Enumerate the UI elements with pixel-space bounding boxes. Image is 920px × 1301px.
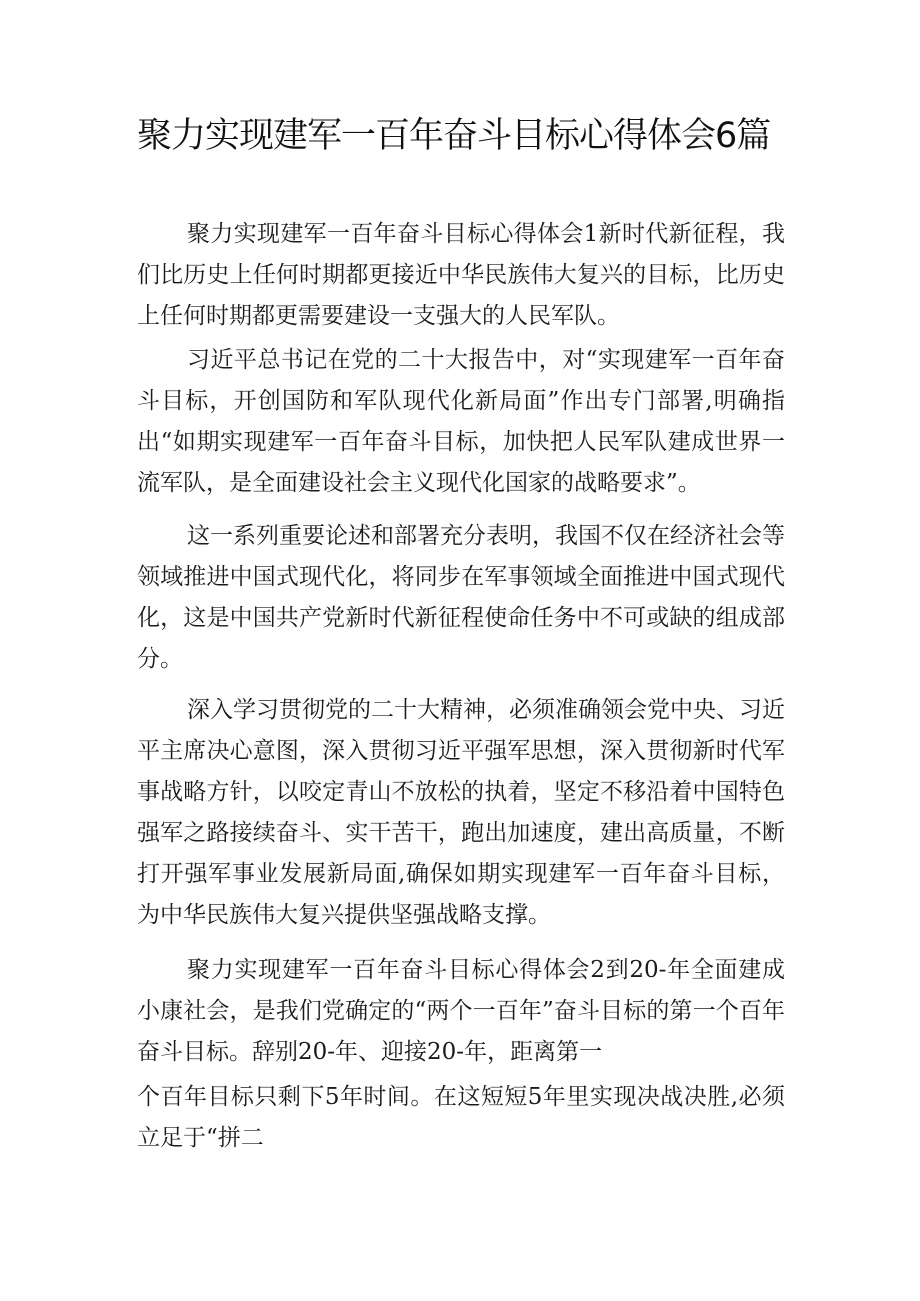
paragraph-5: 聚力实现建军一百年奋斗目标心得体会2到20-年全面建成小康社会，是我们党确定的“两个一百年”奋斗目标的第一个百年奋斗目标。辞别20-年、迎接20-年，距离第一 (137, 957, 785, 1065)
paragraph-1: 聚力实现建军一百年奋斗目标心得体会1新时代新征程，我们比历史上任何时期都更接近中华民族伟大复兴的目标，比历史上任何时期都更需要建设一支强大的人民军队。 (137, 221, 785, 329)
paragraph-6: 个百年目标只剩下5年时间。在这短短5年里实现决战决胜,必须立足于“拼二 (137, 1084, 785, 1151)
paragraph-2: 习近平总书记在党的二十大报告中，对“实现建军一百年奋斗目标，开创国防和军队现代化新局面”作出专门部署,明确指出“如期实现建军一百年奋斗目标，加快把人民军队建成世界一流军队，是全面建设社会主义现代化国家的战略要求”。 (137, 347, 785, 496)
document-title: 聚力实现建军一百年奋斗目标心得体会6篇 (137, 116, 771, 156)
paragraph-3: 这一系列重要论述和部署充分表明，我国不仅在经济社会等领域推进中国式现代化，将同步在军事领域全面推进中国式现代化，这是中国共产党新时代新征程使命任务中不可或缺的组成部分。 (137, 523, 785, 672)
paragraph-4: 深入学习贯彻党的二十大精神，必须准确领会党中央、习近平主席决心意图，深入贯彻习近平强军思想，深入贯彻新时代军事战略方针，以咬定青山不放松的执着，坚定不移沿着中国特色强军之路接续奋斗、实干苦干，跑出加速度，建出高质量，不断打开强军事业发展新局面,确保如期实现建军一百年奋斗目标，为中华民族伟大复兴提供坚强战略支撑。 (137, 697, 785, 928)
